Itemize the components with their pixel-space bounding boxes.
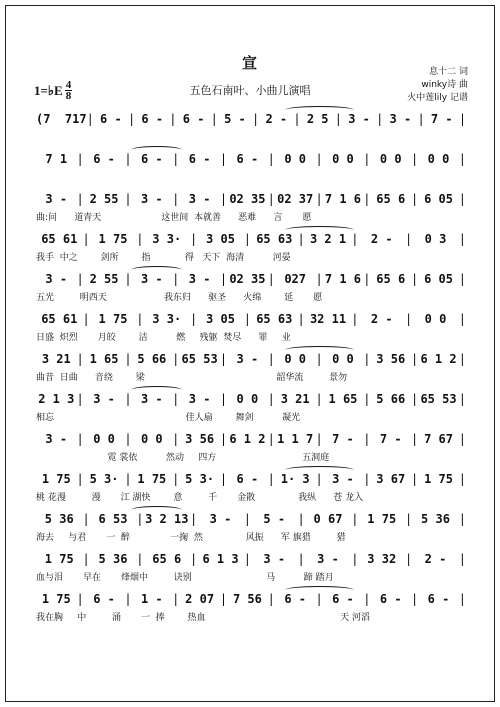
- bar-line: |: [76, 392, 84, 406]
- bar-line: |: [363, 152, 371, 166]
- measure: 3 -: [236, 352, 259, 366]
- measure: 5 36: [44, 512, 74, 526]
- bar-line: |: [297, 552, 305, 566]
- bar-line: |: [219, 152, 228, 166]
- staff-row: [36, 190, 466, 230]
- measure: 2 -: [370, 312, 393, 326]
- measure: 3 -: [188, 272, 211, 286]
- measure: 3 05: [206, 232, 235, 246]
- measure: 7 1: [45, 152, 68, 166]
- measure: 6 -: [188, 152, 211, 166]
- bar-line: |: [82, 512, 90, 526]
- bar-line: |: [458, 112, 467, 126]
- staff-row: [36, 390, 466, 430]
- bar-line: |: [172, 152, 180, 166]
- measure: 6 -: [236, 152, 259, 166]
- bar-line: |: [334, 112, 342, 126]
- measure: 3 3·: [152, 232, 182, 246]
- bar-line: |: [76, 272, 84, 286]
- bar-line: |: [458, 512, 466, 526]
- notes-line: [36, 390, 466, 408]
- bar-line: |: [136, 232, 144, 246]
- measure: 0 3: [424, 232, 447, 246]
- bar-line: |: [243, 552, 251, 566]
- bar-line: |: [172, 592, 180, 606]
- bar-line: |: [458, 432, 467, 446]
- lyrics-line: 日盛 炽烈 月皎 洁 燃 残躯 焚尽 罪 业: [36, 333, 291, 343]
- bar-line: |: [219, 192, 228, 206]
- measure: 0 0: [427, 152, 450, 166]
- measure: 1 75: [137, 472, 167, 486]
- bar-line: |: [190, 232, 198, 246]
- bar-line: |: [315, 152, 323, 166]
- lyrics-line: 我手 中之 剑所 指 得 天下 海清 河晏: [36, 253, 291, 263]
- measure: 02 35: [229, 272, 266, 286]
- measure: 3 2 1: [309, 232, 347, 246]
- bar-line: |: [124, 592, 132, 606]
- measure: 3 -: [45, 272, 68, 286]
- bar-line: |: [124, 472, 132, 486]
- measure: 3 -: [209, 512, 232, 526]
- measure: 5 36: [421, 512, 450, 526]
- measure: 65 61: [41, 312, 78, 326]
- bar-line: |: [172, 472, 180, 486]
- bar-line: |: [243, 512, 251, 526]
- measure: 0 0: [284, 152, 307, 166]
- key-label: 1=♭E: [34, 82, 63, 98]
- bar-line: |: [293, 112, 301, 126]
- measure: 3 -: [140, 192, 163, 206]
- bar-line: |: [76, 192, 84, 206]
- bar-line: |: [267, 152, 275, 166]
- measure: 3 -: [188, 192, 211, 206]
- bar-line: |: [315, 272, 323, 286]
- lyrics-line: 血与泪 早在 烽烟中 诀别 马 蹄 踏月: [36, 573, 334, 583]
- bar-line: |: [267, 592, 275, 606]
- bar-line: |: [219, 592, 228, 606]
- measure: 6 1 2: [229, 432, 266, 446]
- slur-arc: [285, 586, 354, 594]
- slur-arc: [131, 506, 183, 514]
- bar-line: |: [190, 512, 198, 526]
- bar-line: |: [124, 152, 132, 166]
- bar-line: |: [363, 272, 371, 286]
- measure: 65 63: [256, 312, 293, 326]
- staff-row: [36, 310, 466, 350]
- measure: 6 05: [424, 192, 453, 206]
- bar-line: |: [210, 112, 218, 126]
- measure: 7 -: [430, 112, 453, 126]
- measure: 6 53: [98, 512, 128, 526]
- bar-line: |: [315, 352, 323, 366]
- bar-line: |: [172, 272, 180, 286]
- measure: 2 -: [424, 552, 447, 566]
- bar-line: |: [124, 192, 132, 206]
- bar-line: |: [267, 192, 275, 206]
- credits-block: [407, 66, 468, 105]
- notes-line: [36, 510, 466, 528]
- notes-line: [36, 150, 466, 168]
- measure: 1 75: [41, 592, 71, 606]
- measure: 3 2 13: [145, 512, 189, 526]
- lyrics-line: 海去 与君 一 醉 一掬 然 风振 军 旗猎 猎: [36, 533, 346, 543]
- bar-line: |: [458, 472, 467, 486]
- notes-line: [36, 350, 466, 368]
- bar-line: |: [411, 192, 419, 206]
- song-title: 宣: [241, 54, 258, 72]
- bar-line: |: [363, 432, 371, 446]
- notes-line: [36, 470, 466, 488]
- measure: 6 -: [332, 592, 354, 606]
- bar-line: |: [252, 112, 260, 126]
- measure: 3 -: [93, 392, 115, 406]
- measure: 3 67: [376, 472, 406, 486]
- lyrics-line: 霓 裳依 然动 四方 五洞庭: [36, 453, 330, 463]
- staff-row: [36, 270, 466, 310]
- measure: (7 717: [36, 112, 87, 126]
- lyrics-line: 桃 花漫 漫 江 湖快 意 千 金散 我纵 苍 龙入: [36, 493, 364, 503]
- bar-line: |: [297, 232, 305, 246]
- measure: 0 0: [332, 152, 354, 166]
- bar-line: |: [136, 512, 144, 526]
- measure: 1 65: [89, 352, 119, 366]
- measure: 65 63: [256, 232, 293, 246]
- bar-line: |: [315, 432, 323, 446]
- bar-line: |: [127, 112, 136, 126]
- measure: 3 -: [188, 392, 211, 406]
- bar-line: |: [458, 152, 467, 166]
- measure: 32 11: [309, 312, 347, 326]
- measure: 65 61: [41, 232, 78, 246]
- measure: 0 67: [313, 512, 343, 526]
- measure: 5 36: [98, 552, 128, 566]
- bar-line: |: [458, 592, 467, 606]
- measure: 3 -: [45, 432, 68, 446]
- slur-arc: [285, 466, 354, 474]
- bar-line: |: [315, 472, 323, 486]
- measure: 5 3·: [89, 472, 119, 486]
- measure: 3 21: [280, 392, 310, 406]
- measure: 0 0: [424, 312, 447, 326]
- bar-line: |: [267, 432, 275, 446]
- measure: 6 -: [427, 592, 450, 606]
- score: [36, 110, 466, 630]
- measure: 2 5: [306, 112, 329, 126]
- bar-line: |: [124, 272, 132, 286]
- measure: 0 0: [236, 392, 259, 406]
- measure: 6 -: [236, 472, 259, 486]
- bar-line: |: [172, 352, 180, 366]
- measure: 2 -: [265, 112, 288, 126]
- slur-arc: [285, 106, 354, 114]
- measure: 6 05: [424, 272, 453, 286]
- slur-arc: [285, 226, 354, 234]
- bar-line: |: [411, 152, 419, 166]
- bar-line: |: [405, 312, 413, 326]
- measure: 02 35: [229, 192, 266, 206]
- measure: 6 -: [141, 112, 164, 126]
- measure: 2 55: [89, 272, 119, 286]
- measure: 3 56: [185, 432, 215, 446]
- staff-row: [36, 430, 466, 470]
- bar-line: |: [417, 112, 425, 126]
- measure: 1 75: [98, 232, 128, 246]
- bar-line: |: [411, 392, 419, 406]
- bar-line: |: [458, 552, 466, 566]
- measure: 3 -: [45, 192, 68, 206]
- measure: 3 32: [367, 552, 397, 566]
- measure: 027: [284, 272, 307, 286]
- bar-line: |: [363, 192, 371, 206]
- notes-line: [36, 430, 466, 448]
- bar-line: |: [169, 112, 177, 126]
- slur-arc: [131, 386, 183, 394]
- lyrics-line: 曲:问 道青天 这世间 本就善 恶难 言 愿: [36, 213, 312, 223]
- measure: 65 6: [152, 552, 182, 566]
- bar-line: |: [267, 392, 275, 406]
- measure: 7 1 6: [324, 192, 362, 206]
- measure: 6 -: [140, 152, 163, 166]
- measure: 0 0: [379, 152, 402, 166]
- bar-line: |: [76, 472, 84, 486]
- bar-line: |: [376, 112, 384, 126]
- bar-line: |: [363, 472, 371, 486]
- measure: 5 -: [224, 112, 246, 126]
- bar-line: |: [267, 272, 275, 286]
- staff-row: [36, 150, 466, 190]
- bar-line: |: [458, 312, 466, 326]
- measure: 7 1 6: [324, 272, 362, 286]
- lyrics-line: [36, 130, 466, 144]
- measure: 02 37: [277, 192, 314, 206]
- bar-line: |: [219, 352, 228, 366]
- notes-line: [36, 270, 466, 288]
- staff-row: [36, 510, 466, 550]
- measure: 65 6: [376, 192, 406, 206]
- lyrics-line: 我在胸 中 涌 一 捧 热血 天 河滔: [36, 613, 371, 623]
- measure: 2 1 3: [38, 392, 75, 406]
- lyrics-line: 五光 明西天 我东归 驱圣 火绵 延 愿: [36, 293, 323, 303]
- bar-line: |: [136, 312, 144, 326]
- bar-line: |: [172, 192, 180, 206]
- bar-line: |: [411, 432, 419, 446]
- bar-line: |: [82, 312, 90, 326]
- measure: 3 56: [376, 352, 406, 366]
- bar-line: |: [405, 552, 413, 566]
- measure: 2 -: [370, 232, 393, 246]
- measure: 1 75: [367, 512, 397, 526]
- bar-line: |: [458, 352, 467, 366]
- bar-line: |: [82, 232, 90, 246]
- measure: 7 -: [379, 432, 402, 446]
- measure: 3 05: [206, 312, 235, 326]
- bar-line: |: [82, 552, 90, 566]
- measure: 6 -: [93, 152, 115, 166]
- measure: 3 3·: [152, 312, 182, 326]
- time-signature-top: 4: [65, 79, 72, 91]
- measure: 7 67: [424, 432, 453, 446]
- bar-line: |: [297, 312, 305, 326]
- measure: 65 53: [181, 352, 218, 366]
- measure: 3 -: [140, 272, 163, 286]
- bar-line: |: [219, 432, 228, 446]
- slur-arc: [131, 146, 183, 154]
- staff-row: [36, 230, 466, 270]
- bar-line: |: [411, 352, 419, 366]
- bar-line: |: [351, 312, 359, 326]
- measure: 3 -: [317, 552, 339, 566]
- measure: 0 0: [93, 432, 115, 446]
- staff-row: [36, 590, 466, 630]
- measure: 7 -: [332, 432, 354, 446]
- bar-line: |: [172, 432, 180, 446]
- notes-line: [36, 310, 466, 328]
- bar-line: |: [243, 312, 251, 326]
- bar-line: |: [458, 392, 467, 406]
- bar-line: |: [86, 112, 94, 126]
- bar-line: |: [219, 472, 228, 486]
- bar-line: |: [219, 272, 228, 286]
- measure: 3 -: [389, 112, 412, 126]
- bar-line: |: [76, 432, 84, 446]
- measure: 0 0: [284, 352, 307, 366]
- bar-line: |: [405, 232, 413, 246]
- bar-line: |: [315, 592, 323, 606]
- bar-line: |: [411, 592, 419, 606]
- measure: 2 07: [185, 592, 215, 606]
- measure: 6 1 3: [202, 552, 239, 566]
- measure: 5 -: [263, 512, 286, 526]
- bar-line: |: [76, 352, 84, 366]
- bar-line: |: [351, 232, 359, 246]
- measure: 65 53: [420, 392, 457, 406]
- notes-line: [36, 190, 466, 208]
- measure: 7 56: [232, 592, 262, 606]
- bar-line: |: [76, 592, 84, 606]
- measure: 3 -: [140, 392, 163, 406]
- measure: 6 -: [182, 112, 205, 126]
- measure: 1 -: [140, 592, 163, 606]
- slur-arc: [285, 346, 354, 354]
- bar-line: |: [267, 472, 275, 486]
- bar-line: |: [351, 512, 359, 526]
- measure: 3 -: [263, 552, 286, 566]
- measure: 6 -: [284, 592, 307, 606]
- lyricist-credit: 息十二 词: [429, 67, 468, 77]
- measure: 1 75: [424, 472, 453, 486]
- measure: 6 -: [100, 112, 122, 126]
- bar-line: |: [315, 392, 323, 406]
- bar-line: |: [219, 392, 228, 406]
- measure: 1 65: [328, 392, 358, 406]
- staff-row: [36, 110, 466, 150]
- staff-row: [36, 550, 466, 590]
- bar-line: |: [363, 592, 371, 606]
- bar-line: |: [124, 432, 132, 446]
- bar-line: |: [267, 352, 275, 366]
- bar-line: |: [243, 232, 251, 246]
- bar-line: |: [124, 392, 132, 406]
- composer-credit: winky诗 曲: [421, 80, 468, 90]
- staff-row: [36, 470, 466, 510]
- time-signature-bottom: 8: [65, 90, 72, 102]
- measure: 65 6: [376, 272, 406, 286]
- transcriber-credit: 火中莲lily 记谱: [407, 93, 468, 103]
- slur-arc: [131, 266, 183, 274]
- bar-line: |: [363, 392, 371, 406]
- performer-credit: 五色石南叶、小曲儿演唱: [189, 84, 311, 97]
- bar-line: |: [190, 552, 198, 566]
- bar-line: |: [297, 512, 305, 526]
- lyrics-line: 相忘 佳人扇 舞剑 凝光: [36, 413, 301, 423]
- measure: 1· 3: [280, 472, 310, 486]
- measure: 1 75: [44, 552, 74, 566]
- measure: 6 1 2: [420, 352, 457, 366]
- measure: 5 66: [376, 392, 406, 406]
- measure: 2 55: [89, 192, 119, 206]
- measure: 1 75: [41, 472, 71, 486]
- measure: 3 21: [41, 352, 71, 366]
- bar-line: |: [76, 152, 84, 166]
- bar-line: |: [172, 392, 180, 406]
- measure: 3 -: [332, 472, 354, 486]
- notes-line: [36, 550, 466, 568]
- measure: 6 -: [93, 592, 115, 606]
- measure: 1 1 7: [277, 432, 314, 446]
- bar-line: |: [363, 352, 371, 366]
- bar-line: |: [351, 552, 359, 566]
- lyrics-line: [36, 170, 466, 184]
- measure: 6 -: [379, 592, 402, 606]
- measure: 5 3·: [185, 472, 215, 486]
- bar-line: |: [411, 472, 419, 486]
- staff-row: [36, 350, 466, 390]
- bar-line: |: [124, 352, 132, 366]
- bar-line: |: [405, 512, 413, 526]
- bar-line: |: [136, 552, 144, 566]
- bar-line: |: [458, 232, 466, 246]
- bar-line: |: [190, 312, 198, 326]
- measure: 5 66: [137, 352, 167, 366]
- notes-line: [36, 230, 466, 248]
- measure: 0 0: [332, 352, 354, 366]
- lyrics-line: 曲昔 日曲 音绕 梁 韶华流 景勿: [36, 373, 348, 383]
- bar-line: |: [458, 272, 467, 286]
- notes-line: [36, 110, 466, 128]
- notes-line: [36, 590, 466, 608]
- measure: 0 0: [140, 432, 163, 446]
- bar-line: |: [411, 272, 419, 286]
- measure: 1 75: [98, 312, 128, 326]
- bar-line: |: [458, 192, 467, 206]
- measure: 3 -: [348, 112, 370, 126]
- bar-line: |: [315, 192, 323, 206]
